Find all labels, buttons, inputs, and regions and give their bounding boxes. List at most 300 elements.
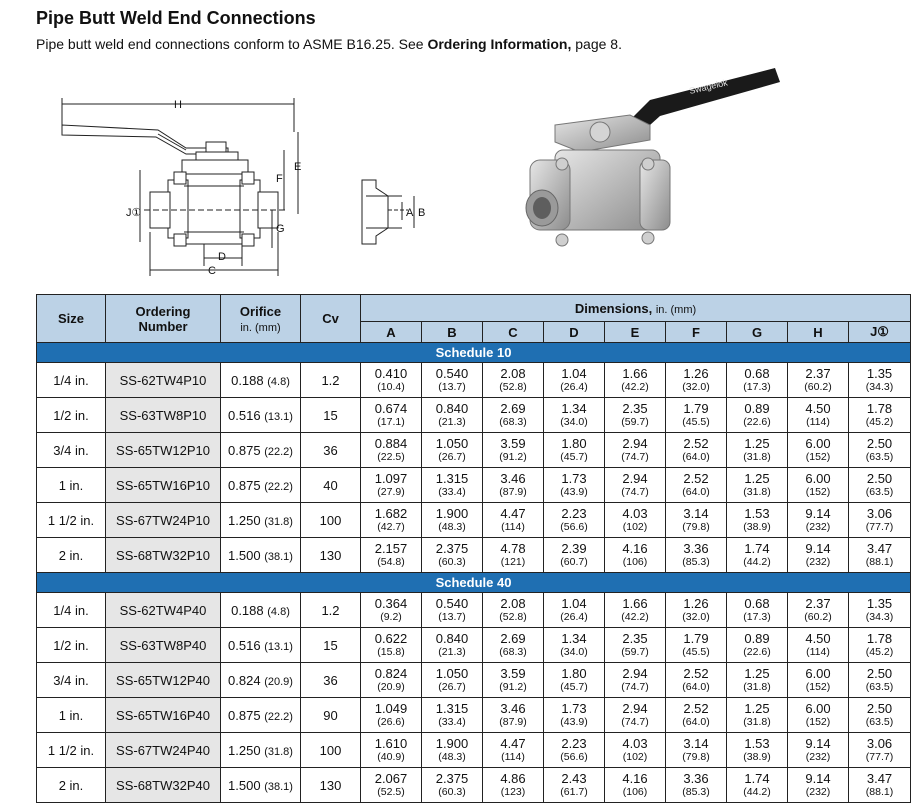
dimension-in: 0.410 (374, 366, 408, 381)
header-dim-col: A (361, 322, 422, 343)
dimension-cell (666, 503, 727, 538)
header-orifice (221, 295, 301, 343)
dimension-in: 2.08 (500, 366, 526, 381)
dimension-cell (605, 628, 666, 663)
dimension-cell (605, 433, 666, 468)
dimension-cell (849, 433, 911, 468)
dimension-mm: (10.4) (377, 381, 405, 393)
orifice-mm: (38.1) (264, 780, 293, 793)
dimension-mm: (106) (622, 556, 648, 568)
orifice-mm: (22.2) (264, 480, 293, 493)
dimension-cell (727, 468, 788, 503)
dimension-cell (361, 503, 422, 538)
dimension-cell (544, 593, 605, 628)
table-row (37, 503, 911, 538)
dimension-in: 1.78 (866, 401, 893, 416)
dimension-in: 0.68 (744, 366, 770, 381)
dimension-mm: (152) (805, 451, 831, 463)
dimension-cell (422, 628, 483, 663)
dimension-cell (422, 468, 483, 503)
header-dimensions-unit: in. (mm) (655, 303, 697, 316)
dimension-in: 0.840 (435, 401, 469, 416)
dimension-mm: (152) (805, 716, 831, 728)
orifice-in: 1.250 (228, 742, 261, 758)
dimension-cell (361, 663, 422, 698)
orifice-cell (221, 363, 301, 398)
dimension-mm: (79.8) (682, 751, 710, 763)
dimension-in: 1.049 (374, 701, 408, 716)
dimension-mm: (27.9) (377, 486, 405, 498)
dimension-cell (483, 503, 544, 538)
dimension-in: 1.53 (744, 506, 770, 521)
dimension-in: 2.35 (622, 631, 648, 646)
dimension-cell (788, 503, 849, 538)
orifice-mm: (38.1) (264, 550, 293, 563)
dimension-in: 1.34 (561, 401, 587, 416)
dimension-cell (605, 593, 666, 628)
dimension-cell (666, 468, 727, 503)
cv-cell: 130 (301, 768, 361, 803)
table-row (37, 733, 911, 768)
dimension-in: 2.94 (622, 436, 648, 451)
orifice-in: 0.516 (228, 407, 261, 423)
dimension-cell (483, 398, 544, 433)
ordering-number-cell: SS-62TW4P40 (106, 593, 221, 628)
orifice-cell (221, 593, 301, 628)
dimension-in: 1.79 (683, 401, 709, 416)
dimension-mm: (52.8) (499, 611, 527, 623)
dimension-mm: (232) (805, 521, 831, 533)
dimension-mm: (74.7) (621, 451, 649, 463)
dimension-in: 3.14 (683, 506, 709, 521)
dimension-mm: (38.9) (743, 521, 771, 533)
dimension-mm: (88.1) (865, 786, 894, 798)
dimension-cell (788, 398, 849, 433)
dimension-cell (361, 593, 422, 628)
dimension-cell (422, 503, 483, 538)
dimension-mm: (34.0) (560, 646, 588, 658)
dimension-in: 1.050 (435, 436, 469, 451)
dimension-in: 2.69 (500, 631, 526, 646)
dimension-in: 2.52 (683, 436, 709, 451)
dimension-cell (544, 538, 605, 573)
dimension-in: 1.25 (744, 701, 770, 716)
dimension-cell (605, 468, 666, 503)
dimension-mm: (13.7) (438, 381, 466, 393)
dimension-in: 4.86 (500, 771, 526, 786)
dimension-mm: (60.2) (804, 381, 832, 393)
dimension-in: 1.315 (435, 471, 469, 486)
orifice-cell (221, 768, 301, 803)
dimension-cell (361, 733, 422, 768)
dimension-in: 3.36 (683, 541, 709, 556)
dimension-in: 1.04 (561, 596, 587, 611)
header-dimensions-label: Dimensions, (574, 300, 653, 316)
size-cell: 1 1/2 in. (37, 503, 106, 538)
size-cell: 3/4 in. (37, 663, 106, 698)
ordering-number-cell: SS-65TW16P40 (106, 698, 221, 733)
dimension-cell (422, 593, 483, 628)
dimension-mm: (26.4) (560, 381, 588, 393)
dimension-cell (727, 628, 788, 663)
dimension-cell (727, 593, 788, 628)
dimension-mm: (45.5) (682, 416, 710, 428)
dimension-mm: (17.3) (743, 381, 771, 393)
size-cell: 1/4 in. (37, 363, 106, 398)
dimension-in: 1.35 (866, 366, 893, 381)
dimension-cell (849, 538, 911, 573)
dimension-cell (361, 398, 422, 433)
label-f: F (276, 173, 283, 185)
dimension-in: 2.50 (866, 666, 893, 681)
orifice-cell (221, 733, 301, 768)
dimension-mm: (45.2) (865, 646, 894, 658)
dimension-in: 2.52 (683, 701, 709, 716)
dimension-in: 4.50 (805, 401, 831, 416)
table-row (37, 663, 911, 698)
dimension-cell (422, 363, 483, 398)
dimension-mm: (56.6) (560, 751, 588, 763)
dimension-cell (422, 768, 483, 803)
dimension-in: 2.157 (374, 541, 408, 556)
dimension-mm: (85.3) (682, 556, 710, 568)
dimension-cell (727, 398, 788, 433)
dimension-mm: (42.7) (377, 521, 405, 533)
dimension-cell (361, 538, 422, 573)
ordering-info-link[interactable]: Ordering Information, (427, 36, 572, 52)
dimension-mm: (61.7) (560, 786, 588, 798)
dimension-in: 3.06 (866, 736, 893, 751)
dimension-mm: (59.7) (621, 416, 649, 428)
dimension-cell (666, 593, 727, 628)
dimension-in: 1.900 (435, 506, 469, 521)
dimension-in: 3.06 (866, 506, 893, 521)
table-row (37, 593, 911, 628)
header-ordering-number (106, 295, 221, 343)
orifice-cell (221, 503, 301, 538)
dimension-in: 2.35 (622, 401, 648, 416)
dimension-in: 9.14 (805, 506, 831, 521)
dimension-cell (849, 468, 911, 503)
dimension-cell (727, 733, 788, 768)
dimension-mm: (52.8) (499, 381, 527, 393)
dimension-cell (422, 538, 483, 573)
dimension-in: 1.34 (561, 631, 587, 646)
ordering-number-cell: SS-65TW12P10 (106, 433, 221, 468)
dimensions-table (36, 294, 911, 803)
ordering-number-cell: SS-68TW32P40 (106, 768, 221, 803)
dimension-in: 1.74 (744, 771, 770, 786)
dimension-mm: (114) (806, 646, 830, 658)
dimension-in: 3.46 (500, 701, 526, 716)
ordering-number-cell: SS-63TW8P40 (106, 628, 221, 663)
table-row (37, 538, 911, 573)
dimension-cell (483, 768, 544, 803)
dimension-mm: (45.7) (560, 681, 588, 693)
dimension-mm: (68.3) (499, 646, 527, 658)
cv-cell: 100 (301, 733, 361, 768)
orifice-mm: (22.2) (264, 445, 293, 458)
dimension-in: 1.900 (435, 736, 469, 751)
orifice-cell (221, 698, 301, 733)
dimension-cell (544, 468, 605, 503)
dimension-cell (605, 398, 666, 433)
dimension-in: 2.23 (561, 736, 587, 751)
section-row (37, 343, 911, 363)
dimension-cell (727, 363, 788, 398)
dimension-in: 9.14 (805, 736, 831, 751)
dimension-in: 6.00 (805, 471, 831, 486)
dimension-in: 0.89 (744, 401, 770, 416)
dimension-cell (727, 538, 788, 573)
orifice-in: 1.500 (228, 777, 261, 793)
dimension-mm: (31.8) (743, 716, 771, 728)
dimension-mm: (22.5) (377, 451, 405, 463)
dimension-in: 4.78 (500, 541, 526, 556)
ordering-number-cell: SS-68TW32P10 (106, 538, 221, 573)
header-dim-col: G (727, 322, 788, 343)
dimension-in: 4.03 (622, 506, 648, 521)
cv-cell: 1.2 (301, 363, 361, 398)
orifice-mm: (31.8) (264, 515, 293, 528)
dimension-mm: (152) (805, 486, 831, 498)
dimension-cell (666, 698, 727, 733)
cv-cell: 36 (301, 663, 361, 698)
dimension-in: 2.94 (622, 471, 648, 486)
table-row (37, 698, 911, 733)
dimension-mm: (54.8) (377, 556, 405, 568)
orifice-in: 0.188 (231, 602, 264, 618)
dimension-mm: (63.5) (865, 716, 894, 728)
header-dim-col: F (666, 322, 727, 343)
header-dim-col: H (788, 322, 849, 343)
orifice-cell (221, 663, 301, 698)
dimension-mm: (77.7) (865, 751, 894, 763)
dimension-cell (422, 398, 483, 433)
ordering-number-cell: SS-67TW24P40 (106, 733, 221, 768)
header-dim-col: C (483, 322, 544, 343)
dimension-in: 1.73 (561, 471, 587, 486)
dimension-in: 1.25 (744, 436, 770, 451)
dimension-cell (788, 698, 849, 733)
label-d: D (218, 251, 226, 263)
dimension-mm: (26.7) (438, 681, 466, 693)
size-cell: 1/2 in. (37, 398, 106, 433)
dimension-mm: (232) (805, 786, 831, 798)
ordering-number-cell: SS-65TW12P40 (106, 663, 221, 698)
dimension-mm: (43.9) (560, 486, 588, 498)
dimension-cell (849, 398, 911, 433)
header-ordering-line2: Number (138, 318, 188, 334)
dimension-mm: (63.5) (865, 681, 894, 693)
dimension-mm: (31.8) (743, 486, 771, 498)
dimension-cell (605, 768, 666, 803)
header-dimensions (361, 295, 911, 322)
orifice-in: 0.188 (231, 372, 264, 388)
dimension-mm: (121) (500, 556, 526, 568)
subtitle-page: page 8. (571, 36, 622, 52)
dimension-cell (544, 698, 605, 733)
dimension-in: 2.08 (500, 596, 526, 611)
dimension-cell (727, 768, 788, 803)
dimension-in: 4.47 (500, 736, 526, 751)
dimension-mm: (33.4) (438, 486, 466, 498)
dimension-mm: (31.8) (743, 451, 771, 463)
dimension-cell (483, 468, 544, 503)
dimension-mm: (13.7) (438, 611, 466, 623)
size-cell: 1/4 in. (37, 593, 106, 628)
orifice-cell (221, 433, 301, 468)
dimension-cell (605, 538, 666, 573)
dimension-in: 2.375 (435, 541, 469, 556)
size-cell: 2 in. (37, 768, 106, 803)
dimension-cell (788, 363, 849, 398)
dimension-in: 1.35 (866, 596, 893, 611)
dimension-mm: (85.3) (682, 786, 710, 798)
dimension-mm: (114) (501, 751, 525, 763)
orifice-mm: (4.8) (267, 375, 290, 388)
dimension-mm: (74.7) (621, 681, 649, 693)
dimension-mm: (40.9) (377, 751, 405, 763)
orifice-cell (221, 398, 301, 433)
table-row (37, 628, 911, 663)
dimension-mm: (114) (806, 416, 830, 428)
dimension-in: 2.52 (683, 471, 709, 486)
dimension-mm: (44.2) (743, 556, 771, 568)
dimension-mm: (42.2) (621, 381, 649, 393)
dimension-mm: (91.2) (499, 681, 527, 693)
size-cell: 1/2 in. (37, 628, 106, 663)
dimension-mm: (42.2) (621, 611, 649, 623)
dimension-cell (422, 433, 483, 468)
dimension-cell (422, 663, 483, 698)
dimension-mm: (56.6) (560, 521, 588, 533)
section-title: Schedule 10 (37, 343, 911, 363)
dimension-mm: (45.2) (865, 416, 894, 428)
orifice-mm: (20.9) (264, 675, 293, 688)
dimension-mm: (232) (805, 556, 831, 568)
dimension-in: 3.59 (500, 666, 526, 681)
dimension-mm: (88.1) (865, 556, 894, 568)
dimension-mm: (17.3) (743, 611, 771, 623)
cv-cell: 100 (301, 503, 361, 538)
cv-cell: 36 (301, 433, 361, 468)
dimension-cell (727, 433, 788, 468)
orifice-cell (221, 468, 301, 503)
dimension-in: 0.540 (435, 596, 469, 611)
dimension-cell (788, 768, 849, 803)
dimension-mm: (52.5) (377, 786, 405, 798)
header-dim-col: B (422, 322, 483, 343)
dimension-mm: (87.9) (499, 716, 527, 728)
dimension-in: 1.79 (683, 631, 709, 646)
dimension-mm: (32.0) (682, 611, 710, 623)
table-row (37, 768, 911, 803)
orifice-mm: (22.2) (264, 710, 293, 723)
dimension-in: 4.47 (500, 506, 526, 521)
orifice-cell (221, 628, 301, 663)
dimension-in: 1.74 (744, 541, 770, 556)
dimension-in: 3.36 (683, 771, 709, 786)
cv-cell: 1.2 (301, 593, 361, 628)
dimension-cell (605, 733, 666, 768)
dimension-in: 4.03 (622, 736, 648, 751)
dimension-mm: (79.8) (682, 521, 710, 533)
dimension-in: 3.47 (866, 541, 893, 556)
cv-cell: 130 (301, 538, 361, 573)
dimension-mm: (64.0) (682, 716, 710, 728)
dimension-cell (666, 768, 727, 803)
dimension-in: 2.39 (561, 541, 587, 556)
dimension-in: 3.14 (683, 736, 709, 751)
dimension-cell (544, 433, 605, 468)
dimension-mm: (15.8) (377, 646, 405, 658)
dimension-mm: (102) (622, 751, 648, 763)
valve-product-photo (500, 60, 800, 270)
dimension-cell (666, 663, 727, 698)
dimension-in: 1.050 (435, 666, 469, 681)
size-cell: 1 in. (37, 698, 106, 733)
orifice-in: 1.500 (228, 547, 261, 563)
dimension-cell (788, 733, 849, 768)
dimension-cell (788, 433, 849, 468)
dimension-cell (666, 538, 727, 573)
dimension-cell (666, 398, 727, 433)
dimension-cell (361, 768, 422, 803)
dimension-mm: (64.0) (682, 681, 710, 693)
dimension-mm: (31.8) (743, 681, 771, 693)
dimension-in: 6.00 (805, 666, 831, 681)
dimension-cell (361, 433, 422, 468)
dimension-mm: (9.2) (380, 611, 402, 623)
dimension-in: 2.50 (866, 436, 893, 451)
dimension-in: 2.43 (561, 771, 587, 786)
dimension-cell (483, 628, 544, 663)
dimension-mm: (34.3) (865, 611, 894, 623)
dimension-in: 2.52 (683, 666, 709, 681)
dimension-in: 3.46 (500, 471, 526, 486)
ordering-number-cell: SS-67TW24P10 (106, 503, 221, 538)
dimension-in: 2.37 (805, 366, 831, 381)
table-row (37, 398, 911, 433)
dimension-cell (544, 398, 605, 433)
cv-cell: 40 (301, 468, 361, 503)
header-dim-col: J① (849, 322, 911, 343)
dimension-cell (544, 628, 605, 663)
dimension-in: 0.68 (744, 596, 770, 611)
dimension-mm: (26.4) (560, 611, 588, 623)
dimension-in: 2.375 (435, 771, 469, 786)
dimension-in: 0.824 (374, 666, 408, 681)
dimension-mm: (45.7) (560, 451, 588, 463)
dimension-cell (666, 433, 727, 468)
dimension-cell (483, 593, 544, 628)
orifice-in: 0.516 (228, 637, 261, 653)
dimension-in: 0.89 (744, 631, 770, 646)
dimension-mm: (77.7) (865, 521, 894, 533)
dimension-cell (544, 663, 605, 698)
dimension-in: 1.25 (744, 666, 770, 681)
orifice-in: 0.875 (228, 442, 261, 458)
dimension-in: 2.50 (866, 471, 893, 486)
orifice-in: 0.875 (228, 477, 261, 493)
dimension-in: 3.47 (866, 771, 893, 786)
dimension-in: 2.94 (622, 666, 648, 681)
dimension-in: 2.067 (374, 771, 408, 786)
dimension-in: 0.884 (374, 436, 408, 451)
label-h: H (174, 99, 182, 111)
dimension-cell (666, 628, 727, 663)
